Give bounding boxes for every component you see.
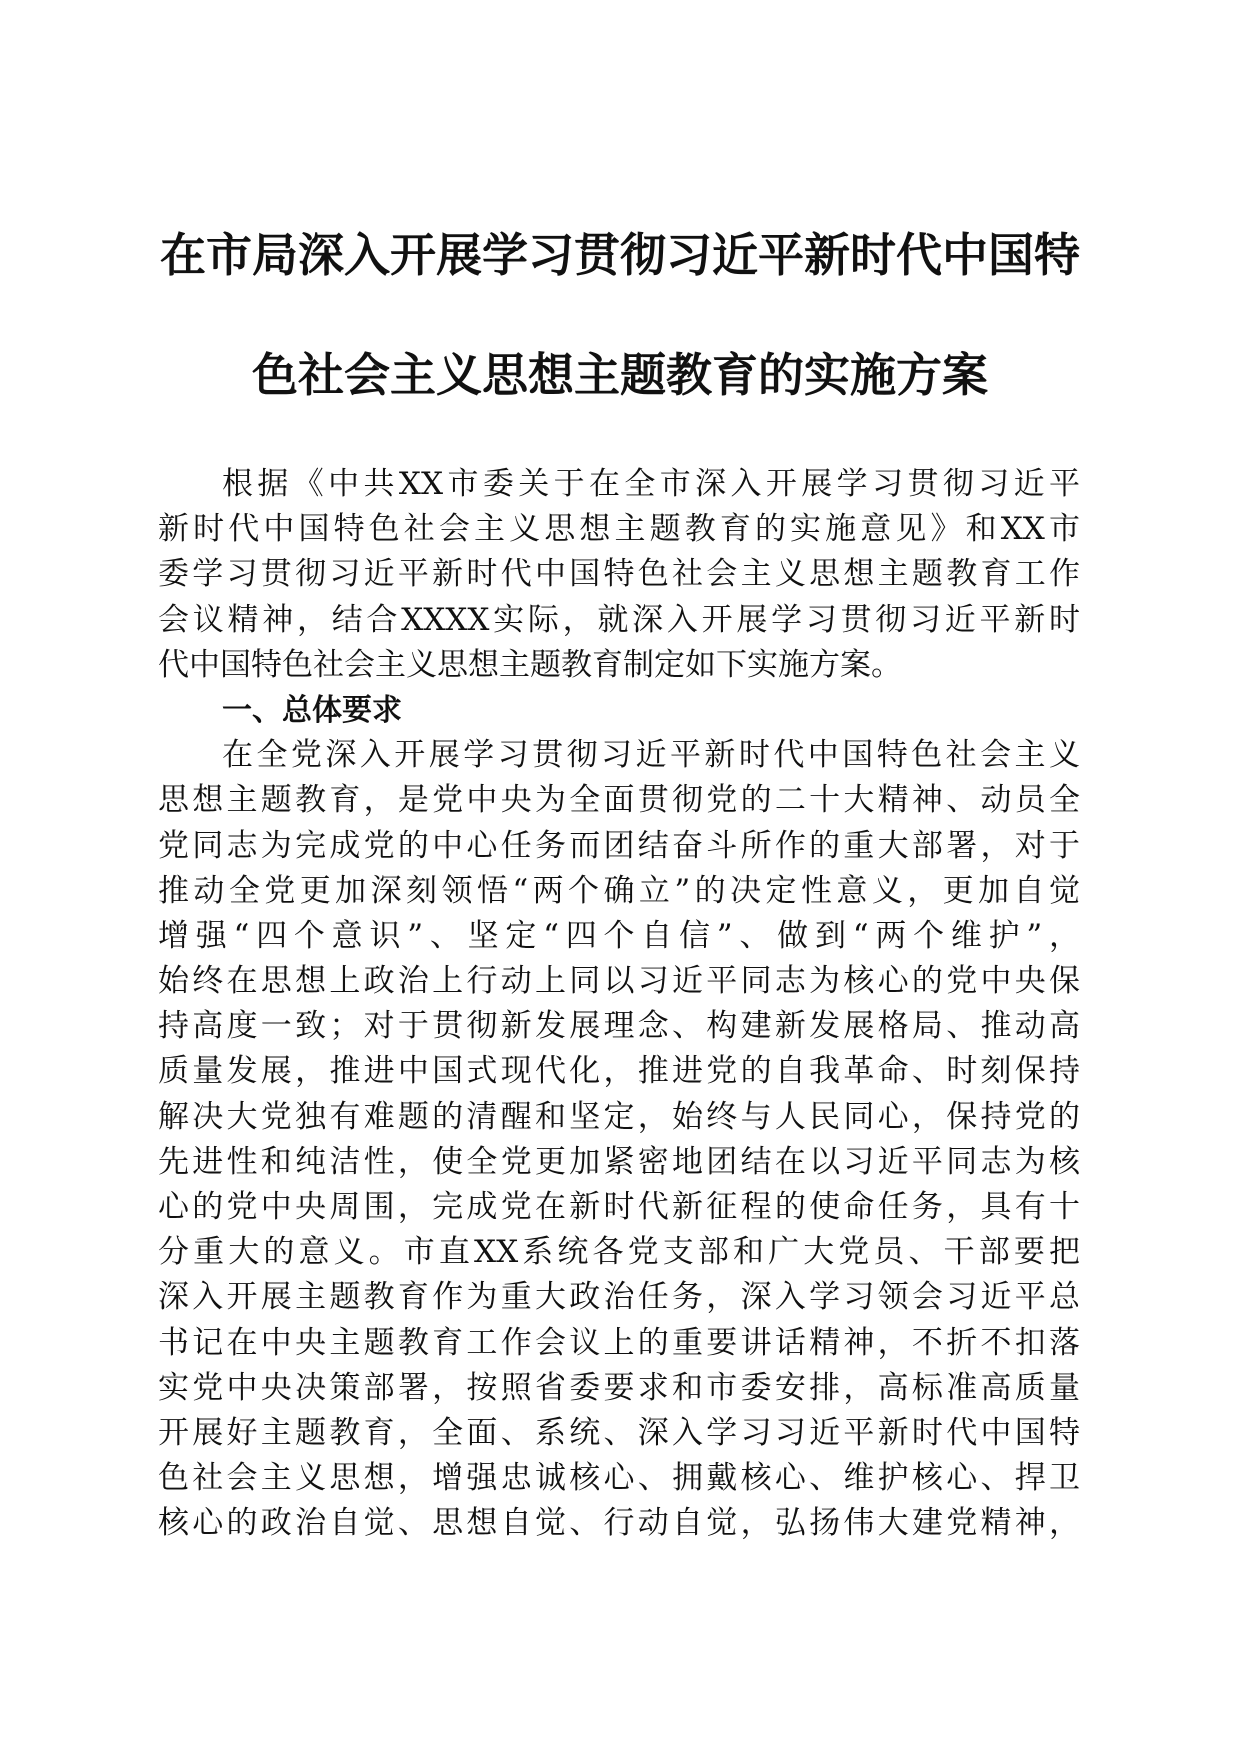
paragraph-line: 增强“四个意识”、坚定“四个自信”、做到“两个维护”，: [158, 917, 1080, 954]
document-body: [158, 462, 1080, 1547]
section-1-paragraph: [158, 733, 1080, 1546]
paragraph-line: 在全党深入开展学习贯彻习近平新时代中国特色社会主义: [222, 737, 1080, 774]
paragraph-line: 党同志为完成党的中心任务而团结奋斗所作的重大部署，对于: [158, 827, 1080, 864]
paragraph-line: 始终在思想上政治上行动上同以习近平同志为核心的党中央保: [158, 963, 1080, 1000]
paragraph-line: 色社会主义思想，增强忠诚核心、拥戴核心、维护核心、捍卫: [158, 1460, 1080, 1497]
paragraph-line: 深入开展主题教育作为重大政治任务，深入学习领会习近平总: [158, 1279, 1080, 1316]
paragraph-line: 思想主题教育，是党中央为全面贯彻党的二十大精神、动员全: [158, 782, 1080, 819]
paragraph-line: 实党中央决策部署，按照省委要求和市委安排，高标准高质量: [158, 1369, 1080, 1406]
paragraph-line: 先进性和纯洁性，使全党更加紧密地团结在以习近平同志为核: [158, 1143, 1080, 1180]
paragraph-line: 心的党中央周围，完成党在新时代新征程的使命任务，具有十: [158, 1189, 1080, 1225]
paragraph-line: 核心的政治自觉、思想自觉、行动自觉，弘扬伟大建党精神，: [158, 1505, 1080, 1542]
intro-paragraph: [158, 462, 1080, 688]
paragraph-line: 书记在中央主题教育工作会议上的重要讲话精神，不折不扣落: [158, 1324, 1080, 1361]
paragraph-line: 质量发展，推进中国式现代化，推进党的自我革命、时刻保持: [158, 1053, 1080, 1090]
document-title-line-2: 色社会主义思想主题教育的实施方案: [252, 348, 988, 402]
section-heading: 一、总体要求: [222, 692, 402, 728]
intro-line: 代中国特色社会主义思想主题教育制定如下实施方案。: [158, 646, 902, 683]
intro-line: 新时代中国特色社会主义思想主题教育的实施意见》和XX市: [158, 511, 1080, 548]
intro-line: 根据《中共XX市委关于在全市深入开展学习贯彻习近平: [222, 466, 1080, 502]
paragraph-line: 推动全党更加深刻领悟“两个确立”的决定性意义，更加自觉: [158, 872, 1080, 909]
document-title-line-1: 在市局深入开展学习贯彻习近平新时代中国特: [160, 228, 1080, 282]
paragraph-line: 分重大的意义。市直XX系统各党支部和广大党员、干部要把: [158, 1234, 1080, 1271]
paragraph-line: 解决大党独有难题的清醒和坚定，始终与人民同心，保持党的: [158, 1098, 1080, 1135]
paragraph-line: 持高度一致；对于贯彻新发展理念、构建新发展格局、推动高: [158, 1008, 1080, 1045]
paragraph-line: 开展好主题教育，全面、系统、深入学习习近平新时代中国特: [158, 1414, 1080, 1451]
intro-line: 委学习贯彻习近平新时代中国特色社会主义思想主题教育工作: [158, 556, 1080, 593]
intro-line: 会议精神，结合XXXX实际，就深入开展学习贯彻习近平新时: [158, 601, 1080, 638]
